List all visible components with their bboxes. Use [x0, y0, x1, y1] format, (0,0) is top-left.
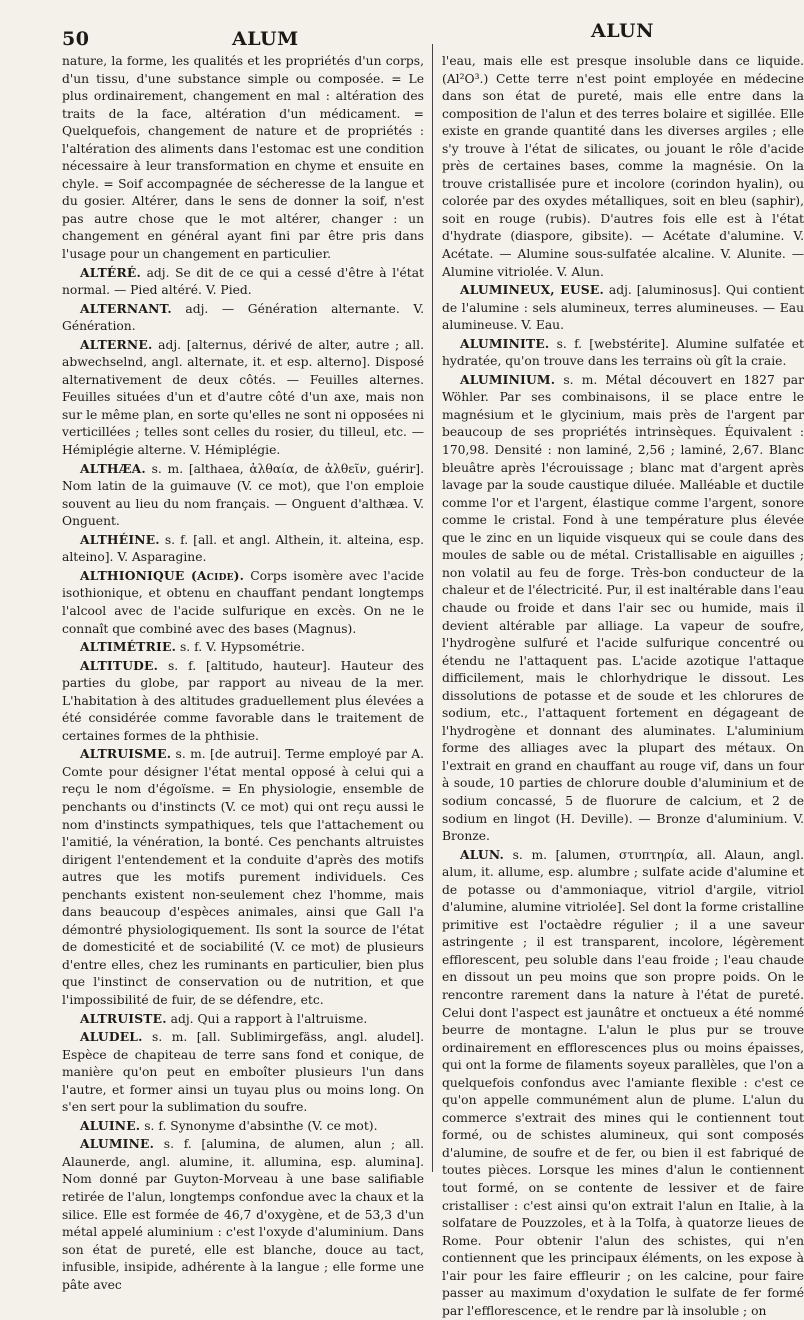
dictionary-entry	[62, 657, 424, 746]
dictionary-entry	[62, 336, 424, 460]
entry-headword: ALUINE.	[80, 1117, 141, 1133]
entry-text: adj. [aluminosus]. Qui contient de l'alumine : sels alumineux, terres alumineuses. — Eau alumineuse. V. Eau.	[442, 283, 804, 333]
running-title-right: ALUN	[591, 20, 654, 42]
entry-headword: ALTÉRÉ.	[80, 264, 141, 280]
dictionary-entry	[62, 638, 424, 657]
page-number: 50	[62, 28, 90, 50]
dictionary-entry	[62, 460, 424, 531]
entry-text: s. m. [all. Sublimirgefäss, angl. aludel]. Espèce de chapiteau de terre sans fond et conique, de manière qu'on peut en emboîter plusieurs l'un dans l'autre, et former ainsi un tuyau plus ou moins long. On s'en sert pour la sublimation du soufre.	[62, 1030, 424, 1115]
entry-text: nature, la forme, les qualités et les propriétés d'un corps, d'un tissu, d'une substance simple ou composée. = Le plus ordinairement, changement en mal : altération des traits de la face, altération d'un médicament. = Quelquefois, changement de nature et de propriétés : l'altération des aliments dans l'estomac est une condition nécessaire à leur transformation en chyme et ensuite en chyle. = Soif accompagnée de sécheresse de la langue et du gosier. Altérer, dans le sens de donner la soif, n'est pas autre chose que le mot altérer, changer : un changement en général ayant fini par être pris dans l'usage pour un changement en particulier.	[62, 54, 424, 262]
dictionary-entry	[62, 1010, 424, 1029]
entry-text: s. f. [all. et angl. Althein, it. alteina, esp. alteino]. V. Asparagine.	[62, 532, 424, 565]
dictionary-entry	[62, 53, 424, 264]
dictionary-entry	[62, 264, 424, 300]
dictionary-entry	[62, 1028, 424, 1117]
entry-headword: ALUMINEUX, EUSE.	[460, 282, 604, 298]
entry-headword: ALTERNANT.	[80, 300, 172, 316]
entry-headword: ALUMINE.	[80, 1136, 155, 1152]
entry-text: s. m. [althaea, ἀλθαία, de ἀλθεῖν, guérir]. Nom latin de la guimauve (V. ce mot), que l'on emploie souvent au lieu du nom français. — Onguent d'althæa. V. Onguent.	[62, 461, 424, 529]
entry-text: s. m. [alumen, στυπτηρία, all. Alaun, angl. alum, it. allume, esp. alumbre ; sulfate acide d'alumine et de potasse ou d'ammoniaque, vitriol d'argile, vitriol d'alumine, alumine vitriolée]. Sel dont la forme cristalline primitive est l'octaèdre régulier ; il a une saveur astringente ; il est transparent, incolore, légèrement efflorescent, peu soluble dans l'eau froide ; l'eau chaude en dissout un peu moins que son propre poids. On le rencontre rarement dans la nature à l'état de pureté. Celui dont l'aspect est jaunâtre et onctueux a été nommé beurre de montagne. L'alun le plus pur se trouve ordinairement en efflorescences plus ou moins épaisses, qui ont la forme de filaments soyeux parallèles, que l'on a quelquefois confondus avec l'amiante flexible : c'est ce qu'on appelle communément alun de plume. L'alun du commerce s'extrait des mines qui le contiennent tout formé, ou de schistes alumineux, qui sont composés d'alumine, de soufre et de fer, ou bien il est fabriqué de toutes pièces. Lorsque les mines d'alun le contiennent tout formé, on se contente de lessiver et de faire cristalliser : c'est ainsi qu'on extrait l'alun en Italie, à la solfatare de Pouzzoles, et à la Tolfa, à quatorze lieues de Rome. Pour obtenir l'alun des schistes, qui n'en contiennent que les principaux éléments, on les expose à l'air pour les faire effleurir ; on les calcine, pour faire passer au maximum d'oxydation le sulfate de fer formé par l'efflorescence, et le rendre par là insoluble ; on	[442, 847, 804, 1318]
entry-text: Corps isomère avec l'acide isothionique, et obtenu en chauffant pendant longtemps l'alcool avec de l'acide sulfurique en excès. On ne le connaît que combiné avec des bases (Magnus).	[62, 568, 424, 636]
entry-headword: ALTHÆA.	[80, 460, 146, 476]
entry-headword: ALTITUDE.	[80, 657, 159, 673]
dictionary-entry	[442, 335, 804, 371]
entry-text: s. f. Synonyme d'absinthe (V. ce mot).	[144, 1118, 378, 1133]
entry-text: s. m. [de autrui]. Terme employé par A. Comte pour désigner l'état mental opposé à celui qui a reçu le nom d'égoïsme. = En physiologie, ensemble de penchants ou d'instincts (V. ce mot) qui ont reçu aussi le nom d'instincts sympathiques, tels que l'attachement ou l'amitié, la vénération, la bonté. Ces penchants altruistes dirigent l'entendement et la conduite d'après des motifs autres que les motifs purement individuels. Ces penchants existent non-seulement chez l'homme, mais dans beaucoup d'espèces animales, ainsi que Gall l'a démontré physiologiquement. Ils sont la source de l'état de domesticité et de sociabilité (V. ce mot) de plusieurs d'entre elles, chez les ruminants en particulier, bien plus que l'instinct de conservation ou de nutrition, et que l'impossibilité de fuir, de se défendre, etc.	[62, 747, 424, 1007]
dictionary-entry	[62, 745, 424, 1009]
entry-text: l'eau, mais elle est presque insoluble dans ce liquide. (Al²O³.) Cette terre n'est point employée en médecine dans son état de pureté, mais elle entre dans la composition de l'alun et des terres bolaire et sigillée. Elle existe en grande quantité dans les diverses argiles ; elle s'y trouve à l'état de silicates, ou jouant le rôle d'acide près de certaines bases, comme la magnésie. On la trouve cristallisée pure et incolore (corindon hyalin), ou colorée par des oxydes métalliques, soit en bleu (saphir), soit en rouge (rubis). D'autres fois elle est à l'état d'hydrate (diaspore, gibsite). — Acétate d'alumine. V. Acétate. — Alumine sous-sulfatée alcaline. V. Alunite. — Alumine vitriolée. V. Alun.	[442, 54, 804, 279]
running-title-left: ALUM	[232, 28, 299, 50]
dictionary-entry	[442, 846, 804, 1320]
entry-headword: ALTHÉINE.	[80, 531, 160, 547]
dictionary-entry	[62, 567, 424, 638]
entry-headword: ALTRUISME.	[80, 746, 172, 762]
entry-text: s. f. [alumina, de alumen, alun ; all. Alaunerde, angl. alumine, it. allumina, esp. alumina]. Nom donné par Guyton-Morveau à une base salifiable retirée de l'alun, longtemps confondue avec la chaux et la silice. Elle est formée de 46,7 d'oxygène, et de 53,3 d'un métal appelé aluminium : c'est l'oxyde d'aluminium. Dans son état de pureté, elle est blanche, douce au tact, infusible, insipide, adhérente à la langue ; elle forme une pâte avec	[62, 1137, 424, 1292]
dictionary-entry	[62, 300, 424, 336]
dictionary-entry	[442, 281, 804, 335]
dictionary-entry	[62, 1117, 424, 1136]
entry-text: s. f. [altitudo, hauteur]. Hauteur des parties du globe, par rapport au niveau de la mer. L'habitation à des altitudes graduellement plus élevées a été considérée comme favorable dans le traitement de certaines formes de la phthisie.	[62, 658, 424, 743]
entry-text: adj. Qui a rapport à l'altruisme.	[170, 1011, 368, 1026]
entry-headword: ALTERNE.	[80, 336, 153, 352]
dictionary-entry	[62, 531, 424, 567]
entry-text: adj. [alternus, dérivé de alter, autre ; all. abwechselnd, angl. alternate, it. et esp. alterno]. Disposé alternativement de deux côtés. — Feuilles alternes. Feuilles situées d'un et d'autre côté d'un axe, mais non sur le même plan, en sorte qu'elles ne sont ni opposées ni verticillées ; telles sont celles du rosier, du tilleul, etc. — Hémiplégie alterne. V. Hémiplégie.	[62, 337, 424, 458]
entry-text: s. f. [webstérite]. Alumine sulfatée et hydratée, qu'on trouve dans les terrains où gît la craie.	[442, 336, 804, 369]
entry-headword: ALUMINIUM.	[460, 371, 556, 387]
entry-headword: ALTRUISTE.	[80, 1010, 167, 1026]
entry-headword: ALTHIONIQUE (Acide).	[80, 567, 245, 583]
entry-headword: ALUN.	[460, 846, 504, 862]
entry-headword: ALUMINITE.	[460, 335, 550, 351]
dictionary-entry	[442, 53, 804, 281]
entry-text: s. f. V. Hypsométrie.	[179, 640, 305, 655]
column-divider	[432, 44, 433, 1172]
entry-headword: ALTIMÉTRIE.	[80, 639, 177, 655]
entry-headword: ALUDEL.	[80, 1029, 143, 1045]
entry-text: adj. Se dit de ce qui a cessé d'être à l'état normal. — Pied altéré. V. Pied.	[62, 265, 424, 298]
entry-text: adj. — Génération alternante. V. Génération.	[62, 301, 424, 334]
dictionary-entry	[442, 371, 804, 846]
entry-text: s. m. Métal découvert en 1827 par Wöhler. Par ses combinaisons, il se place entre le magnésium et le glycinium, mais près de l'argent par beaucoup de ses propriétés intrinsèques. Équivalent : 170,98. Densité : non laminé, 2,56 ; laminé, 2,67. Blanc bleuâtre après l'écrouissage ; blanc mat d'argent après lavage par la soude caustique diluée. Malléable et ductile comme l'or et l'argent, élastique comme l'argent, sonore comme le cristal. Fond à une température plus élevée que le zinc en un liquide visqueux qui se coule dans des moules de sable ou de métal. Cristallisable en aiguilles ; non volatil au feu de forge. Très-bon conducteur de la chaleur et de l'électricité. Pur, il est inaltérable dans l'eau chaude ou froide et dans l'air sec ou humide, mais il devient altérable par alliage. La vapeur de soufre, l'hydrogène sulfuré et l'acide sulfurique concentré ou étendu ne l'attaquent pas. L'acide azotique l'attaque difficilement, mais le chlorhydrique le dissout. Les dissolutions de potasse et de soude et les chlorures de sodium, etc., l'attaquent fortement en dégageant de l'hydrogène et donnant des aluminates. L'aluminium forme des alliages avec la plupart des métaux. On l'extrait en grand en chauffant au rouge vif, dans un four à soude, 10 parties de chlorure double d'aluminium et de sodium concassé, 5 de fluorure de calcium, et 2 de sodium en lingot (H. Deville). — Bronze d'aluminium. V. Bronze.	[442, 372, 804, 844]
right-column	[442, 53, 804, 1318]
dictionary-entry	[62, 1135, 424, 1294]
left-column	[62, 53, 424, 1292]
